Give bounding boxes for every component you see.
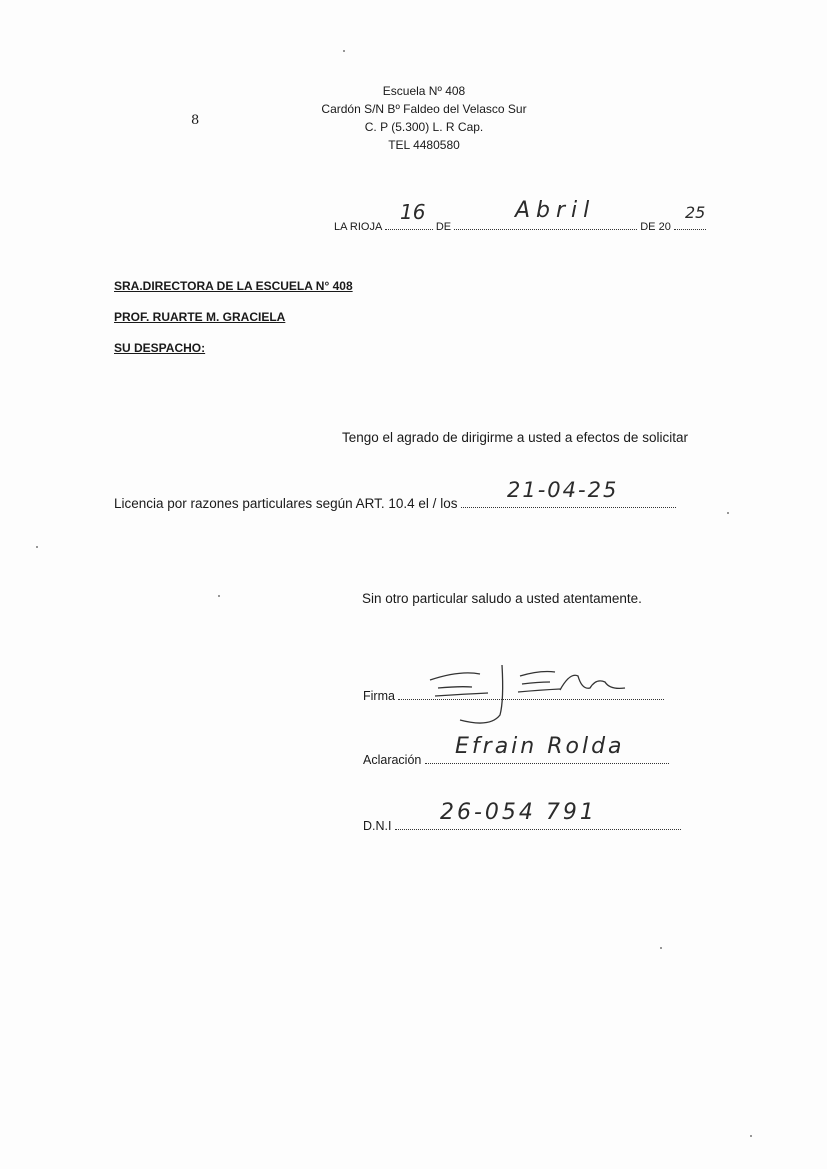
date-month-handwritten: Abril xyxy=(515,198,596,223)
body-request: Licencia por razones particulares según ART. 10.4 el / los xyxy=(114,496,458,511)
request-date-handwritten: 21-04-25 xyxy=(507,478,619,502)
scan-speck xyxy=(727,512,729,514)
firma-label: Firma xyxy=(363,689,395,703)
scan-speck xyxy=(36,546,38,548)
scan-speck xyxy=(343,50,345,52)
handwritten-signature xyxy=(420,660,640,740)
page-number: 8 xyxy=(191,113,200,128)
recipient-line-2: PROF. RUARTE M. GRACIELA xyxy=(114,310,286,324)
header-address: Cardón S/N Bº Faldeo del Velasco Sur xyxy=(321,102,527,116)
date-year-label: DE 20 xyxy=(640,221,671,233)
scan-speck xyxy=(218,595,220,597)
date-de-label: DE xyxy=(435,221,452,233)
recipient-line-1: SRA.DIRECTORA DE LA ESCUELA N° 408 xyxy=(114,279,353,293)
dni-label: D.N.I xyxy=(363,819,392,833)
recipient-line-3: SU DESPACHO: xyxy=(114,341,206,355)
scan-speck xyxy=(660,947,662,949)
header-postal: C. P (5.300) L. R Cap. xyxy=(364,120,484,134)
header-school: Escuela Nº 408 xyxy=(382,84,466,98)
body-intro: Tengo el agrado de dirigirme a usted a efectos de solicitar xyxy=(342,430,688,445)
dni-handwritten: 26-054 791 xyxy=(440,800,597,825)
scan-speck xyxy=(750,1135,752,1137)
aclaracion-label: Aclaración xyxy=(363,753,422,767)
date-day-handwritten: 16 xyxy=(400,200,426,224)
body-closing: Sin otro particular saludo a usted atentamente. xyxy=(362,591,642,606)
header-phone: TEL 4480580 xyxy=(388,138,460,152)
aclaracion-handwritten: Efrain Rolda xyxy=(455,734,625,759)
date-year-handwritten: 25 xyxy=(685,203,706,222)
date-prefix: LA RIOJA xyxy=(334,221,382,233)
